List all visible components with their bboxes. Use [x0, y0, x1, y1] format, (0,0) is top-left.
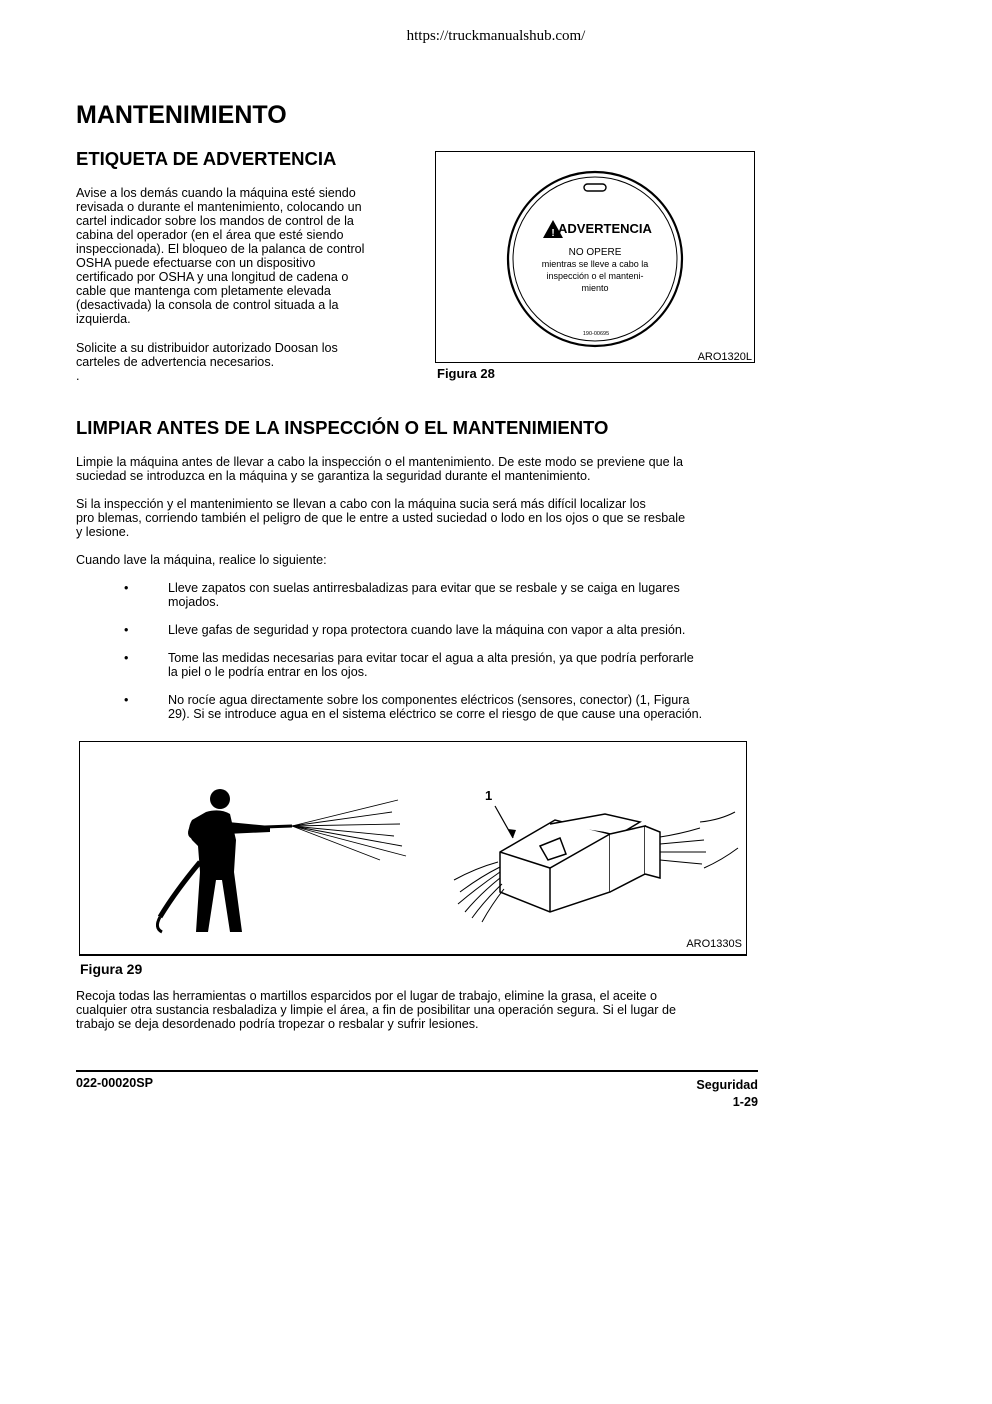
text-line: cualquier otra sustancia resbaladiza y limpie el área, a fin de posibilitar una operación segura. Si el lugar de	[76, 1003, 676, 1017]
list-item	[76, 693, 758, 721]
text-line: .	[76, 369, 80, 383]
figure-29-washing-connector	[79, 741, 747, 956]
text-line: OSHA puede efectuarse con un dispositivo	[76, 256, 316, 270]
person-spraying-icon	[188, 789, 270, 932]
svg-text:!: !	[551, 228, 555, 239]
footer-doc-code: 022-00020SP	[76, 1076, 154, 1090]
bullet-icon: •	[124, 693, 129, 707]
footer-section: Seguridad	[696, 1078, 758, 1092]
text-line: (desactivada) la consola de control situada a la	[76, 298, 339, 312]
text-line: 29). Si se introduce agua en el sistema eléctrico se corre el riesgo de que cause una operación.	[168, 707, 703, 721]
text-line: suciedad se introduzca en la máquina y se garantiza la seguridad durante el mantenimiento.	[76, 469, 591, 483]
text-line: Tome las medidas necesarias para evitar tocar el agua a alta presión, ya que podría perforarle	[168, 651, 694, 665]
label-line: inspección o el manteni-	[546, 271, 644, 281]
label-line: NO OPERE	[568, 247, 622, 258]
text-line: revisada o durante el mantenimiento, colocando un	[76, 200, 362, 214]
text-line: y lesione.	[76, 525, 130, 539]
figure-28-warning-label	[435, 151, 755, 363]
label-part-number: 190-00695	[582, 331, 610, 337]
figure-code: ARO1330S	[686, 938, 742, 950]
text-line: trabajo se deja desordenado podría tropezar o resbalar y sufrir lesiones.	[76, 1017, 479, 1031]
footer-divider	[76, 1070, 758, 1072]
washing-and-connector-illustration	[80, 742, 746, 954]
section-title-clean-before: LIMPIAR ANTES DE LA INSPECCIÓN O EL MANTENIMIENTO	[76, 417, 609, 438]
bullet-icon: •	[124, 651, 129, 665]
section1-paragraph-2	[76, 341, 402, 383]
text-line: certificado por OSHA y una longitud de cadena o	[76, 270, 349, 284]
section2-paragraph-4	[76, 989, 758, 1031]
text-line: No rocíe agua directamente sobre los componentes eléctricos (sensores, conector) (1, Figura	[168, 693, 690, 707]
list-item	[76, 623, 758, 637]
bullet-icon: •	[124, 581, 129, 595]
text-line: Solicite a su distribuidor autorizado Doosan los	[76, 341, 338, 355]
text-line: carteles de advertencia necesarios.	[76, 355, 275, 369]
label-line: miento	[581, 283, 609, 293]
label-line: mientras se lleve a cabo la	[541, 259, 649, 269]
text-line: Recoja todas las herramientas o martillos esparcidos por el lugar de trabajo, elimine la grasa, el aceite o	[76, 989, 658, 1003]
list-item	[76, 651, 758, 679]
text-line: cable que mantenga com pletamente elevada	[76, 284, 331, 298]
water-spray-icon	[292, 800, 406, 860]
text-line: mojados.	[168, 595, 220, 609]
electrical-connector-icon	[500, 814, 660, 912]
text-line: cartel indicador sobre los mandos de control de la	[76, 214, 354, 228]
section2-paragraph-3: Cuando lave la máquina, realice lo siguiente:	[76, 553, 327, 567]
text-line: inspeccionada). El bloqueo de la palanca de control	[76, 242, 365, 256]
text-line: Lleve gafas de seguridad y ropa protectora cuando lave la máquina con vapor a alta presión.	[168, 623, 686, 637]
text-line: izquierda.	[76, 312, 131, 326]
section2-paragraph-1	[76, 455, 758, 483]
page-title: MANTENIMIENTO	[76, 101, 287, 129]
text-line: Si la inspección y el mantenimiento se llevan a cabo con la máquina sucia será más difícil localizar los	[76, 497, 646, 511]
header-url: https://truckmanualshub.com/	[406, 28, 586, 44]
text-line: cabina del operador (en el área que esté siendo	[76, 228, 344, 242]
bullet-icon: •	[124, 623, 129, 637]
text-line: pro blemas, corriendo también el peligro de que le entre a usted suciedad o lodo en los ojos o que se resbale	[76, 511, 686, 525]
figure-code: ARO1320L	[697, 351, 752, 362]
text-line: la piel o le podría entrar en los ojos.	[168, 665, 368, 679]
figure-28-caption: Figura 28	[437, 366, 495, 381]
callout-number: 1	[485, 788, 493, 803]
figure-29-caption: Figura 29	[80, 961, 143, 977]
warning-tag-illustration	[436, 152, 754, 362]
text-line: Avise a los demás cuando la máquina esté siendo	[76, 186, 356, 200]
footer-page-number: 1-29	[732, 1095, 758, 1109]
label-title: ADVERTENCIA	[558, 221, 652, 236]
section-title-warning-label: ETIQUETA DE ADVERTENCIA	[76, 148, 337, 169]
section2-paragraph-2	[76, 497, 758, 539]
text-line: Lleve zapatos con suelas antirresbaladizas para evitar que se resbale y se caiga en lugares	[168, 581, 680, 595]
section1-paragraph-1	[76, 186, 402, 326]
list-item	[76, 581, 758, 609]
text-line: Limpie la máquina antes de llevar a cabo la inspección o el mantenimiento. De este modo se previene que la	[76, 455, 683, 469]
